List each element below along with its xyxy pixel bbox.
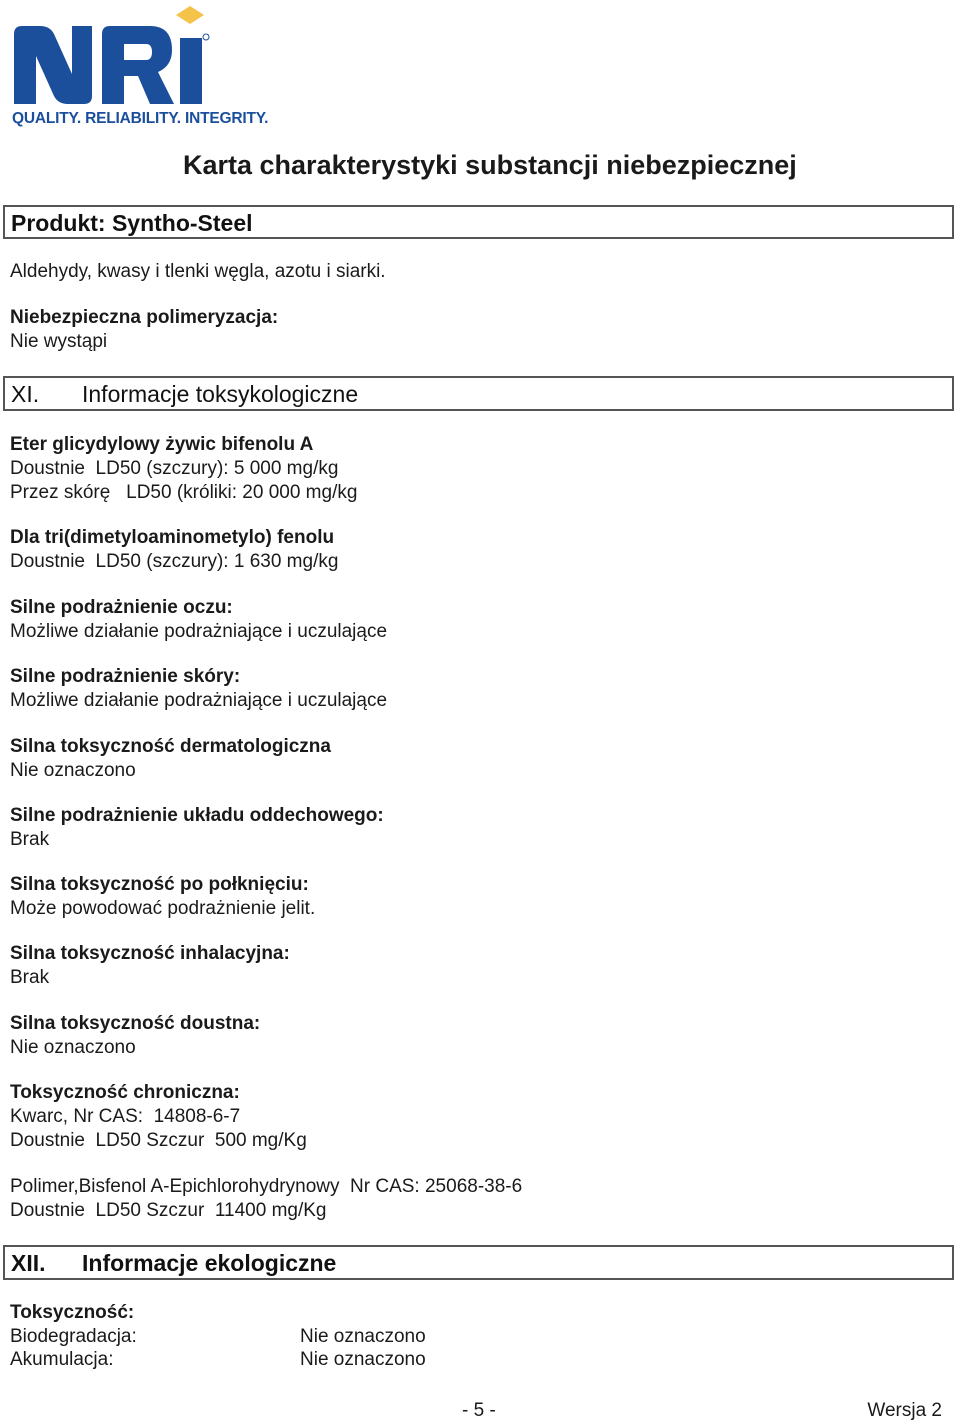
- section-11-number: XI.: [11, 381, 40, 407]
- tox-heading: Toksyczność chroniczna:: [10, 1082, 240, 1103]
- tox-heading: Silne podrażnienie skóry:: [10, 666, 241, 687]
- tox-heading: Silne podrażnienie oczu:: [10, 597, 233, 618]
- tox-line: Przez skórę LD50 (króliki: 20 000 mg/kg: [10, 482, 358, 503]
- document-title: Karta charakterystyki substancji niebezpiecznej: [183, 150, 797, 180]
- tox-line: Może powodować podrażnienie jelit.: [10, 898, 316, 919]
- tox-heading: Eter glicydylowy żywic bifenolu A: [10, 434, 314, 455]
- polymerization-value: Nie wystąpi: [10, 331, 108, 352]
- tox-heading: Silne podrażnienie układu oddechowego:: [10, 805, 384, 826]
- polymer-ld50-line: Doustnie LD50 Szczur 11400 mg/Kg: [10, 1200, 327, 1221]
- version-label: Wersja 2: [867, 1400, 942, 1421]
- tox-line: Doustnie LD50 Szczur 500 mg/Kg: [10, 1130, 307, 1151]
- section-11-title: Informacje toksykologiczne: [82, 381, 359, 407]
- tox-heading: Silna toksyczność doustna:: [10, 1013, 261, 1034]
- tox-heading: Silna toksyczność dermatologiczna: [10, 736, 331, 757]
- tox-line: Możliwe działanie podrażniające i uczulające: [10, 621, 388, 642]
- tox-heading: Silna toksyczność inhalacyjna:: [10, 943, 290, 964]
- product-header-box: [3, 205, 954, 239]
- tox-line: Doustnie LD50 (szczury): 5 000 mg/kg: [10, 458, 339, 479]
- polymer-cas-line: Polimer,Bisfenol A-Epichlorohydrynowy Nr CAS: 25068-38-6: [10, 1176, 523, 1197]
- tox-line: Nie oznaczono: [10, 1037, 136, 1058]
- decomposition-products: Aldehydy, kwasy i tlenki węgla, azotu i siarki.: [10, 261, 386, 282]
- logo-letter-r: [102, 26, 174, 104]
- tox-line: Nie oznaczono: [10, 760, 136, 781]
- tox-heading: Dla tri(dimetyloaminometylo) fenolu: [10, 527, 335, 548]
- eco-row-label: Akumulacja:: [10, 1349, 114, 1370]
- tox-line: Możliwe działanie podrażniające i uczulające: [10, 690, 388, 711]
- page-number: - 5 -: [462, 1400, 496, 1421]
- eco-toxicity-heading: Toksyczność:: [10, 1302, 135, 1323]
- polymerization-heading: Niebezpieczna polimeryzacja:: [10, 307, 279, 328]
- tox-line: Brak: [10, 967, 50, 988]
- section-11-header: [3, 376, 954, 411]
- tox-line: Doustnie LD50 (szczury): 1 630 mg/kg: [10, 551, 339, 572]
- section-12-number: XII.: [11, 1250, 46, 1276]
- logo-diamond-icon: [176, 6, 204, 24]
- eco-row-value: Nie oznaczono: [300, 1326, 426, 1347]
- product-name: Produkt: Syntho-Steel: [11, 210, 253, 236]
- tox-line: Brak: [10, 829, 50, 850]
- eco-row-value: Nie oznaczono: [300, 1349, 426, 1370]
- section-12-header: [3, 1245, 954, 1280]
- tox-line: Kwarc, Nr CAS: 14808-6-7: [10, 1106, 241, 1127]
- section-12-title: Informacje ekologiczne: [82, 1250, 337, 1276]
- logo-tagline: QUALITY. RELIABILITY. INTEGRITY.: [12, 110, 269, 127]
- tox-heading: Silna toksyczność po połknięciu:: [10, 874, 309, 895]
- eco-row-label: Biodegradacja:: [10, 1326, 137, 1347]
- logo-letter-n: [14, 26, 92, 104]
- logo-letter-i: [180, 38, 202, 104]
